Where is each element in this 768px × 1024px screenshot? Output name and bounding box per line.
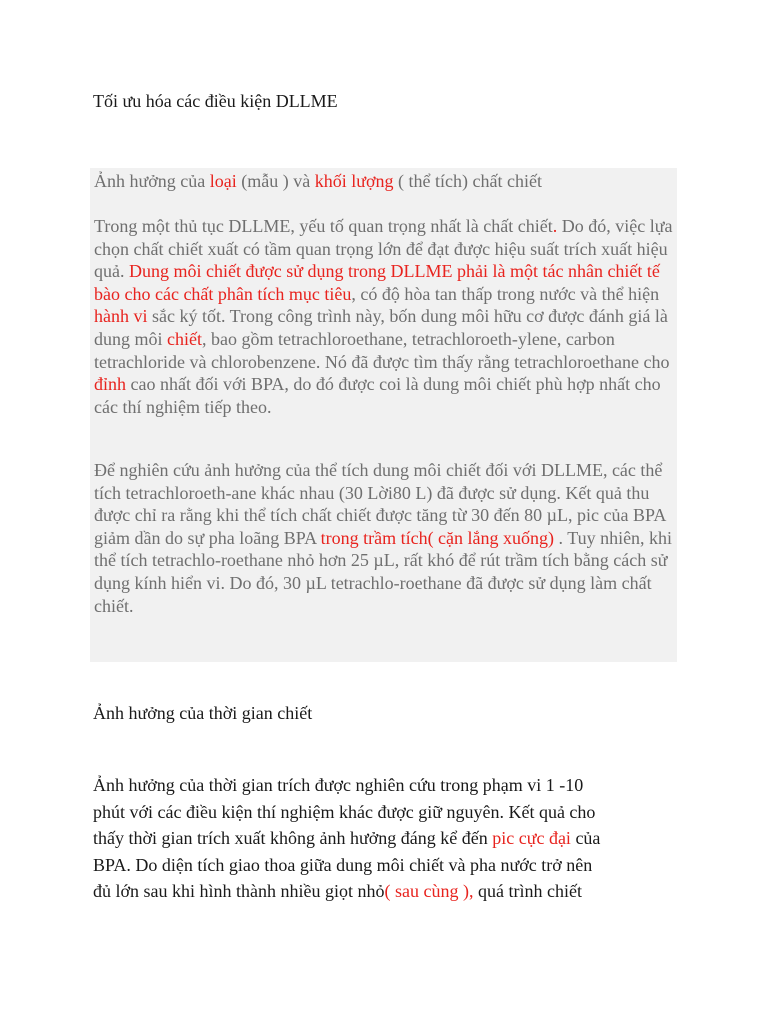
text: Để nghiên cứu ảnh hưởng của thể tích dung môi chiết đối với DLLME, các thể tích tetrachloroeth-ane khác nhau (30 Lời80 L) đã được sử dụng. Kết quả thu được chỉ ra rằng khi thể tích chất chiết được tăng từ 30 đến 80 µL, pic của BPA giảm dần do sự pha loãng BPA <box>94 460 666 548</box>
text: Trong một thủ tục DLLME, yếu tố quan trọng nhất là chất chiết <box>94 216 553 236</box>
text: BPA. Do diện tích giao thoa giữa dung môi chiết và pha nước trở nên <box>93 854 593 875</box>
text: của <box>570 828 601 849</box>
text: , có độ hòa tan thấp trong nước và thể hiện <box>351 283 660 304</box>
text-line <box>93 772 683 799</box>
text: Ảnh hưởng của <box>94 171 210 191</box>
section-heading-optimization: Tối ưu hóa các điều kiện DLLME <box>93 91 338 111</box>
text: Ảnh hưởng của thời gian trích được nghiên cứu trong phạm vi 1 -10 <box>93 775 584 795</box>
highlight-text: Dung môi chiết được sử dụng trong DLLME phải là một tác nhân chiết tế bào cho các chất phân tích mục tiêu <box>94 261 660 304</box>
text: , bao gồm tetrachloroethane, tetrachloroeth-ylene, carbon tetrachloride và chlorobenzene. Nó đã được tìm thấy rằng tetrachloroethane cho <box>94 328 670 372</box>
highlight-text: đỉnh <box>94 374 127 395</box>
text-line <box>93 825 683 852</box>
section-heading-extraction-time: Ảnh hưởng của thời gian chiết <box>93 703 313 723</box>
paragraph-extractant-selection <box>94 215 674 418</box>
paragraph-extraction-time <box>93 772 683 905</box>
subheading-extractant-type-volume <box>94 170 674 193</box>
text-line <box>93 799 683 826</box>
highlighted-passage <box>90 168 677 662</box>
paragraph-extractant-volume <box>94 459 674 617</box>
highlight-text: . <box>552 216 558 236</box>
text: thấy thời gian trích xuất không ảnh hưởng đáng kể đến <box>93 828 493 849</box>
highlight-text: hành vi <box>94 306 148 327</box>
highlight-text: loại <box>209 171 237 191</box>
text: . Tuy nhiên, khi thể tích tetrachlo-roethane nhỏ hơn 25 µL, rất khó để rút trầm tích bằng cách sử dụng kính hiển vi. Do đó, 30 µL tetrachlo-roethane đã được sử dụng làm chất chiết. <box>94 527 673 616</box>
highlight-text: ( sau cùng ), <box>384 881 474 902</box>
highlight-text: pic cực đại <box>492 828 571 849</box>
text: (mẫu ) và <box>236 171 315 191</box>
highlight-text: trong trầm tích( cặn lắng xuống) <box>320 527 555 548</box>
text: cao nhất đối với BPA, do đó được coi là dung môi chiết phù hợp nhất cho các thí nghiệm tiếp theo. <box>94 374 661 417</box>
text: đủ lớn sau khi hình thành nhiều giọt nhỏ <box>93 881 385 902</box>
highlight-text: chiết <box>167 328 202 349</box>
text: ( thể tích) chất chiết <box>393 171 542 191</box>
text: sắc ký tốt. Trong công trình này, bốn dung môi hữu cơ được đánh giá là dung môi <box>94 306 668 349</box>
text: Do đó, việc lựa chọn chất chiết xuất có tầm quan trọng lớn để đạt được hiệu suất trích xuất hiệu quả. <box>94 216 673 282</box>
text: phút với các điều kiện thí nghiệm khác được giữ nguyên. Kết quả cho <box>93 801 596 822</box>
text: quá trình chiết <box>473 881 582 902</box>
text-line <box>93 852 683 879</box>
text-line <box>93 878 683 905</box>
highlight-text: khối lượng <box>314 171 394 191</box>
